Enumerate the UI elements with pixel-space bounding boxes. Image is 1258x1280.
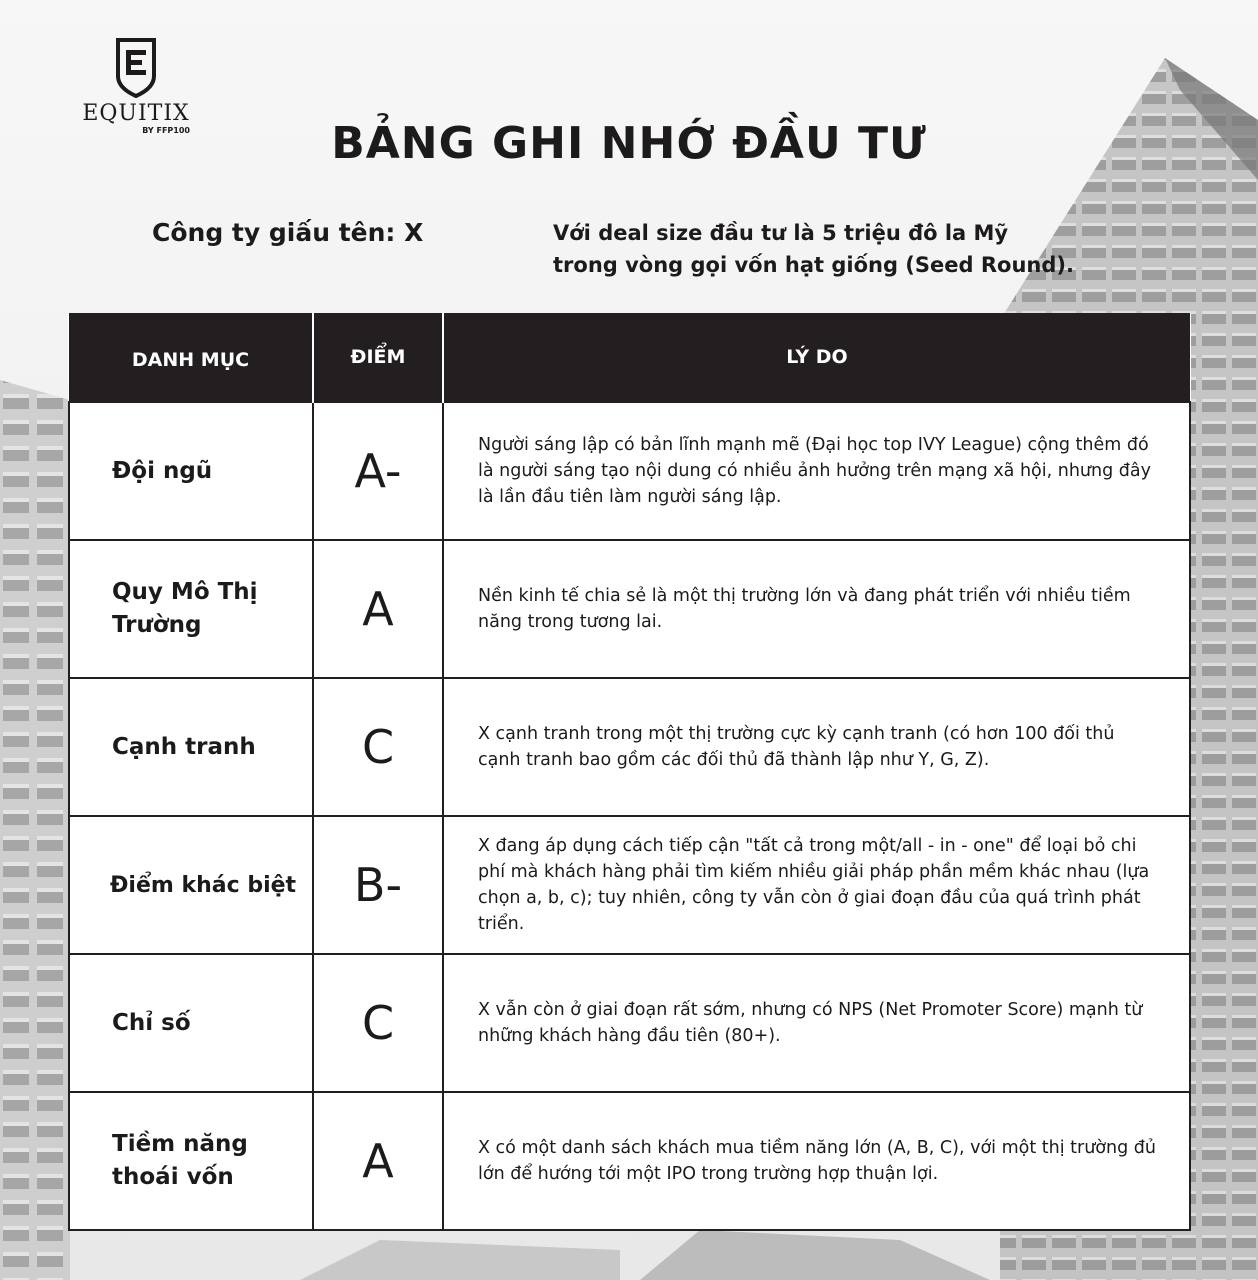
table-row: [69, 1092, 1190, 1230]
table-row: [69, 540, 1190, 678]
reason-cell: Nền kinh tế chia sẻ là một thị trường lớn và đang phát triển với nhiều tiềm năng trong tương lai.: [443, 540, 1190, 678]
category-cell: Cạnh tranh: [69, 678, 313, 816]
header-category: DANH MỤC: [69, 313, 313, 402]
category-text: Quy Mô Thị Trường: [112, 579, 258, 638]
category-cell: Điểm khác biệt: [69, 816, 313, 954]
reason-cell: X đang áp dụng cách tiếp cận "tất cả trong một/all - in - one" để loại bỏ chi phí mà khách hàng phải tìm kiếm nhiều giải pháp phần mềm khác nhau (lựa chọn a, b, c); tuy nhiên, công ty vẫn còn ở giai đoạn đầu của quá trình phát triển.: [443, 816, 1190, 954]
brand-name: EQUITIX: [82, 101, 190, 126]
table-row: [69, 402, 1190, 540]
category-text: Tiềm năng thoái vốn: [112, 1131, 248, 1190]
brand-tagline: BY FFP100: [142, 126, 190, 135]
page-title: BẢNG GHI NHỚ ĐẦU TƯ: [331, 118, 927, 169]
category-cell: [69, 1092, 313, 1230]
score-cell: C: [313, 954, 443, 1092]
company-label: Công ty giấu tên: X: [152, 218, 424, 247]
table-header-row: [69, 313, 1190, 402]
table-row: [69, 954, 1190, 1092]
score-cell: C: [313, 678, 443, 816]
score-cell: A: [313, 540, 443, 678]
reason-cell: X vẫn còn ở giai đoạn rất sớm, nhưng có NPS (Net Promoter Score) mạnh từ những khách hàng đầu tiên (80+).: [443, 954, 1190, 1092]
reason-cell: Người sáng lập có bản lĩnh mạnh mẽ (Đại học top IVY League) cộng thêm đó là người sáng tạo nội dung có nhiều ảnh hưởng trên mạng xã hội, nhưng đây là lần đầu tiên làm người sáng lập.: [443, 402, 1190, 540]
deal-line: trong vòng gọi vốn hạt giống (Seed Round).: [553, 253, 1074, 277]
shield-logo-icon: [112, 38, 160, 98]
score-cell: B-: [313, 816, 443, 954]
category-cell: [69, 540, 313, 678]
score-cell: A: [313, 1092, 443, 1230]
category-cell: Chỉ số: [69, 954, 313, 1092]
deal-description: [553, 217, 1113, 281]
score-cell: A-: [313, 402, 443, 540]
reason-cell: X cạnh tranh trong một thị trường cực kỳ cạnh tranh (có hơn 100 đối thủ cạnh tranh bao gồm các đối thủ đã thành lập như Y, G, Z).: [443, 678, 1190, 816]
deal-line: Với deal size đầu tư là 5 triệu đô la Mỹ: [553, 221, 1009, 245]
header-reason: LÝ DO: [443, 313, 1190, 402]
category-cell: Đội ngũ: [69, 402, 313, 540]
table-row: [69, 678, 1190, 816]
header-score: ĐIỂM: [313, 313, 443, 402]
reason-cell: X có một danh sách khách mua tiềm năng lớn (A, B, C), với một thị trường đủ lớn để hướng tới một IPO trong trường hợp thuận lợi.: [443, 1092, 1190, 1230]
investment-memo-table: [68, 313, 1191, 1231]
table-row: [69, 816, 1190, 954]
